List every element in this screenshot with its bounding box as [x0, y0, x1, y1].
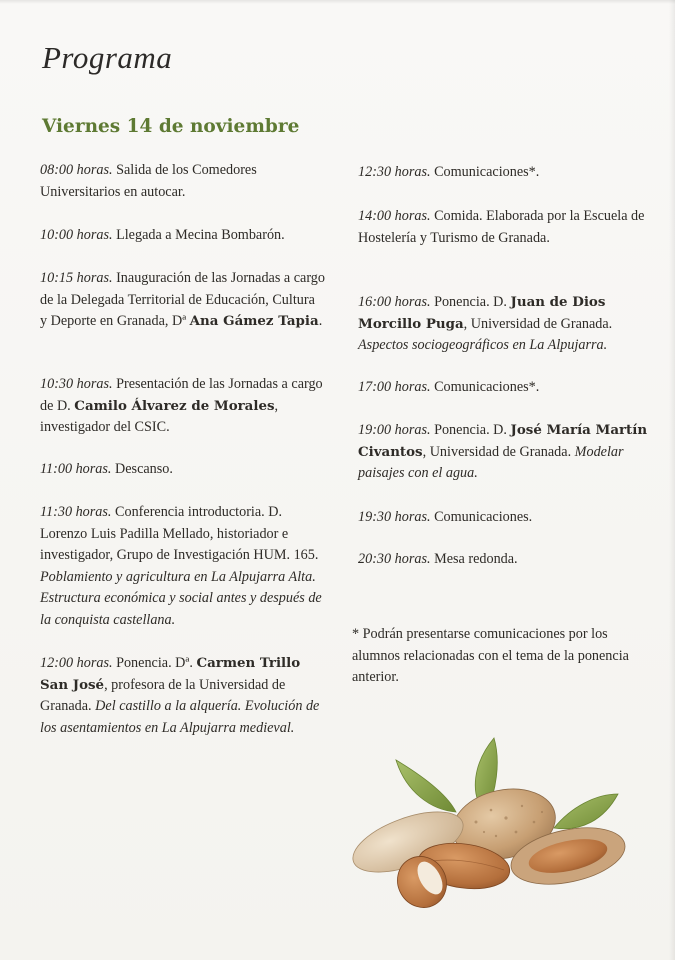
entry-text-after: , investigador del CSIC.	[40, 397, 279, 436]
leaf-left	[396, 760, 456, 812]
schedule-entry-1930	[358, 507, 648, 529]
footnote: * Podrán presentarse comunicaciones por los alumnos relacionadas con el tema de la ponencia anterior.	[352, 626, 629, 686]
schedule-entry-1700	[358, 377, 648, 399]
entry-text: Comunicaciones.	[430, 509, 533, 525]
schedule-entry-1400	[358, 206, 648, 249]
entry-title: Aspectos sociogeográficos en La Alpujarra.	[358, 337, 608, 354]
almond-illustration	[346, 732, 636, 912]
entry-speaker: José María Martín Civantos	[358, 422, 648, 460]
leaf-right	[554, 794, 618, 829]
page-top-edge	[0, 0, 675, 4]
schedule-entry-1015	[40, 268, 325, 333]
page-title: Programa	[42, 40, 173, 75]
schedule-entry-1030	[40, 374, 325, 439]
entry-time: 19:30 horas.	[358, 509, 431, 525]
schedule-entry-1600	[358, 292, 648, 357]
entry-text: Descanso.	[111, 461, 173, 477]
entry-time: 10:15 horas.	[40, 270, 113, 286]
entry-speaker: Juan de Dios Morcillo Puga	[358, 294, 606, 332]
entry-text-after: , profesora de la Universidad de Granada.	[40, 676, 286, 715]
page-right-shadow	[669, 0, 675, 960]
entry-title: Del castillo a la alquería. Evolución de los asentamientos en La Alpujarra medieval.	[40, 698, 320, 736]
entry-text: Comida. Elaborada por la Escuela de Hostelería y Turismo de Granada.	[358, 208, 645, 246]
entry-time: 17:00 horas.	[358, 379, 431, 395]
entry-text: Comunicaciones*.	[430, 164, 540, 180]
entry-text: Conferencia introductoria. D. Lorenzo Luis Padilla Mellado, historiador e investigador, Grupo de Investigación HUM. 165.	[40, 504, 319, 564]
entry-time: 16:00 horas.	[358, 294, 431, 310]
entry-time: 14:00 horas.	[358, 208, 431, 224]
entry-speaker: Ana Gámez Tapia	[189, 313, 319, 330]
entry-text-after: .	[318, 313, 323, 330]
entry-speaker: Carmen Trillo San José	[40, 655, 301, 693]
entry-text: Ponencia. D.	[430, 294, 511, 310]
entry-text: Salida de los Comedores Universitarios en autocar.	[40, 162, 257, 200]
entry-text: Ponencia. D.	[430, 422, 511, 438]
entry-title: Poblamiento y agricultura en La Alpujarra Alta. Estructura económica y social antes y después de la conquista castellana.	[40, 568, 322, 628]
schedule-entry-0800	[40, 160, 325, 203]
entry-text: Comunicaciones*.	[430, 379, 540, 395]
entry-time: 11:30 horas.	[40, 504, 112, 520]
entry-text: Mesa redonda.	[430, 551, 518, 567]
day-heading: Viernes 14 de noviembre	[42, 116, 300, 137]
schedule-entry-1230	[358, 162, 648, 184]
schedule-entry-1200	[40, 653, 325, 739]
entry-time: 08:00 horas.	[40, 162, 113, 178]
schedule-entry-1130	[40, 502, 325, 632]
schedule-entry-2030	[358, 549, 648, 571]
entry-title: Modelar paisajes con el agua.	[358, 443, 624, 482]
entry-time: 10:00 horas.	[40, 227, 113, 243]
entry-time: 12:00 horas.	[40, 655, 113, 671]
entry-speaker: Camilo Álvarez de Morales	[74, 397, 275, 414]
entry-text: Llegada a Mecina Bombarón.	[112, 227, 285, 243]
entry-text: Ponencia. Dª.	[112, 655, 197, 671]
schedule-entry-1900	[358, 420, 648, 485]
entry-time: 11:00 horas.	[40, 461, 112, 477]
entry-text-after: , Universidad de Granada.	[422, 443, 575, 460]
entry-text-after: , Universidad de Granada.	[463, 315, 613, 332]
entry-text: Inauguración de las Jornadas a cargo de la Delegada Territorial de Educación, Cultura y Deporte en Granada, Dª	[40, 270, 325, 330]
entry-text: Presentación de las Jornadas a cargo de D.	[40, 376, 323, 414]
entry-time: 12:30 horas.	[358, 164, 431, 180]
schedule-entry-1100	[40, 459, 325, 481]
entry-time: 19:00 horas.	[358, 422, 431, 438]
entry-time: 20:30 horas.	[358, 551, 431, 567]
schedule-entry-1000	[40, 225, 325, 247]
entry-time: 10:30 horas.	[40, 376, 113, 392]
